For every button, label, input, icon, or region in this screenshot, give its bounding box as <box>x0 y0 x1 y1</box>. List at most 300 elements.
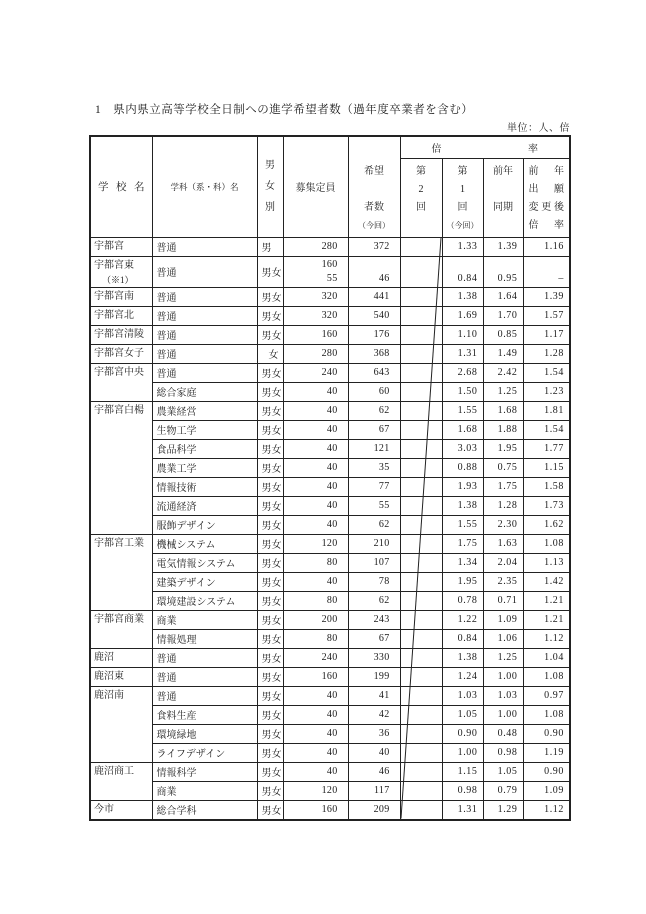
prev-change-ratio-cell: 1.58 <box>523 477 570 496</box>
applicants-cell: 46 <box>348 762 400 781</box>
prev-year-ratio-cell: 1.25 <box>483 382 523 401</box>
round1-ratio-cell: 0.88 <box>442 458 483 477</box>
prev-change-ratio-cell: 1.23 <box>523 382 570 401</box>
round1-ratio-cell: 1.95 <box>442 572 483 591</box>
round1-ratio-cell: 1.24 <box>442 667 483 686</box>
school-name-cell: 鹿沼東 <box>90 667 152 686</box>
table-row <box>90 477 570 496</box>
prev-change-ratio-cell: 1.54 <box>523 420 570 439</box>
gender-cell: 男女 <box>257 705 283 724</box>
prev-change-ratio-cell: 1.19 <box>523 743 570 762</box>
applicants-cell: 62 <box>348 591 400 610</box>
prev-change-ratio-cell: 1.39 <box>523 287 570 306</box>
unit-label: 単位：人、倍 <box>507 123 570 134</box>
applicants-cell: 60 <box>348 382 400 401</box>
round2-ratio-cell <box>400 629 442 648</box>
department-cell: 商業 <box>152 610 257 629</box>
table-row <box>90 686 570 705</box>
prev-year-ratio-cell: 2.30 <box>483 515 523 534</box>
round2-ratio-cell <box>400 667 442 686</box>
school-name-cell: 宇都宮商業 <box>90 610 152 648</box>
applicants-cell: 62 <box>348 401 400 420</box>
school-name-cell: 宇都宮白楊 <box>90 401 152 534</box>
school-name-cell: 宇都宮女子 <box>90 344 152 363</box>
round2-ratio-cell <box>400 534 442 553</box>
applicants-cell: 210 <box>348 534 400 553</box>
header-ratio-group <box>400 136 570 158</box>
table-row <box>90 382 570 401</box>
round2-ratio-cell <box>400 401 442 420</box>
table-row <box>90 743 570 762</box>
header-capacity: 募集定員 <box>283 136 348 237</box>
capacity-cell: 80 <box>283 629 348 648</box>
capacity-cell: 40 <box>283 686 348 705</box>
prev-change-ratio-cell: 1.13 <box>523 553 570 572</box>
gender-cell: 男女 <box>257 686 283 705</box>
header-ratio-left-char: 倍 <box>431 143 442 155</box>
department-cell: 建築デザイン <box>152 572 257 591</box>
prev-change-ratio-cell: 1.28 <box>523 344 570 363</box>
table-row <box>90 800 570 820</box>
round2-ratio-cell <box>400 572 442 591</box>
applicants-cell: 77 <box>348 477 400 496</box>
department-cell: 商業 <box>152 781 257 800</box>
gender-cell: 男女 <box>257 256 283 287</box>
prev-year-ratio-cell: 1.88 <box>483 420 523 439</box>
prev-year-ratio-cell: 0.79 <box>483 781 523 800</box>
prev-change-ratio-cell: 0.90 <box>523 762 570 781</box>
round1-ratio-cell: 1.33 <box>442 237 483 256</box>
round1-ratio-cell: 1.38 <box>442 496 483 515</box>
prev-year-ratio-cell: 1.09 <box>483 610 523 629</box>
table-row <box>90 363 570 382</box>
table-row <box>90 572 570 591</box>
round1-ratio-cell: 0.90 <box>442 724 483 743</box>
gender-cell: 男女 <box>257 287 283 306</box>
capacity-cell: 120 <box>283 534 348 553</box>
prev-year-ratio-cell: 0.98 <box>483 743 523 762</box>
gender-cell: 男女 <box>257 420 283 439</box>
table-row <box>90 256 570 287</box>
school-name-cell: 宇都宮中央 <box>90 363 152 401</box>
prev-change-ratio-cell: – <box>523 256 570 287</box>
capacity-cell: 40 <box>283 477 348 496</box>
gender-cell: 男女 <box>257 458 283 477</box>
applicants-cell: 441 <box>348 287 400 306</box>
prev-change-ratio-cell: 1.17 <box>523 325 570 344</box>
gender-cell: 男女 <box>257 477 283 496</box>
department-cell: 普通 <box>152 344 257 363</box>
table-row <box>90 629 570 648</box>
capacity-cell: 160 55 <box>283 256 348 287</box>
round2-ratio-cell <box>400 648 442 667</box>
department-cell: 普通 <box>152 325 257 344</box>
gender-cell: 男女 <box>257 667 283 686</box>
table-row <box>90 705 570 724</box>
capacity-cell: 40 <box>283 515 348 534</box>
round1-ratio-cell: 1.69 <box>442 306 483 325</box>
round2-ratio-cell <box>400 724 442 743</box>
applicants-cell: 41 <box>348 686 400 705</box>
prev-year-ratio-cell: 1.25 <box>483 648 523 667</box>
prev-change-ratio-cell: 1.15 <box>523 458 570 477</box>
table-row <box>90 237 570 256</box>
table-row <box>90 306 570 325</box>
prev-change-ratio-cell: 1.73 <box>523 496 570 515</box>
department-cell: 食品科学 <box>152 439 257 458</box>
applicants-cell: 78 <box>348 572 400 591</box>
department-cell: 普通 <box>152 287 257 306</box>
prev-year-ratio-cell: 1.05 <box>483 762 523 781</box>
round2-ratio-cell <box>400 287 442 306</box>
applicants-cell: 330 <box>348 648 400 667</box>
round2-ratio-cell <box>400 553 442 572</box>
prev-change-ratio-cell: 1.81 <box>523 401 570 420</box>
prev-year-ratio-cell: 1.28 <box>483 496 523 515</box>
applicants-cell: 176 <box>348 325 400 344</box>
gender-cell: 男女 <box>257 496 283 515</box>
round2-ratio-cell <box>400 439 442 458</box>
prev-year-ratio-cell: 1.49 <box>483 344 523 363</box>
capacity-cell: 320 <box>283 306 348 325</box>
prev-year-ratio-cell: 1.70 <box>483 306 523 325</box>
prev-change-ratio-cell: 1.04 <box>523 648 570 667</box>
capacity-cell: 80 <box>283 591 348 610</box>
department-cell: 機械システム <box>152 534 257 553</box>
round1-ratio-cell: 0.84 <box>442 629 483 648</box>
department-cell: 服飾デザイン <box>152 515 257 534</box>
round2-ratio-cell <box>400 363 442 382</box>
capacity-cell: 40 <box>283 572 348 591</box>
table-row <box>90 344 570 363</box>
gender-cell: 女 <box>257 344 283 363</box>
capacity-cell: 40 <box>283 762 348 781</box>
prev-change-ratio-cell: 1.77 <box>523 439 570 458</box>
header-department-name: 学科（系・科）名 <box>152 136 257 237</box>
applicants-cell: 67 <box>348 629 400 648</box>
applicants-cell: 55 <box>348 496 400 515</box>
gender-cell: 男女 <box>257 382 283 401</box>
round1-ratio-cell: 0.84 <box>442 256 483 287</box>
department-cell: 総合家庭 <box>152 382 257 401</box>
round2-ratio-cell <box>400 686 442 705</box>
page-title: 1 県内県立高等学校全日制への進学希望者数（過年度卒業者を含む） <box>95 104 474 116</box>
table-row <box>90 287 570 306</box>
enrollment-table-sheet <box>89 135 571 821</box>
gender-cell: 男 <box>257 237 283 256</box>
department-cell: 普通 <box>152 363 257 382</box>
department-cell: 情報技術 <box>152 477 257 496</box>
header-prev-year-after-change: 前年 出願 変更後 倍率 <box>523 158 570 237</box>
round1-ratio-cell: 1.31 <box>442 800 483 820</box>
round1-ratio-cell: 1.31 <box>442 344 483 363</box>
table-row <box>90 515 570 534</box>
round2-ratio-cell <box>400 515 442 534</box>
round2-ratio-cell <box>400 781 442 800</box>
gender-cell: 男女 <box>257 724 283 743</box>
gender-cell: 男女 <box>257 572 283 591</box>
prev-change-ratio-cell: 1.21 <box>523 591 570 610</box>
gender-cell: 男女 <box>257 401 283 420</box>
gender-cell: 男女 <box>257 306 283 325</box>
gender-cell: 男女 <box>257 325 283 344</box>
prev-change-ratio-cell: 1.54 <box>523 363 570 382</box>
applicants-cell: 42 <box>348 705 400 724</box>
school-name-cell: 宇都宮 <box>90 237 152 256</box>
prev-year-ratio-cell: 2.42 <box>483 363 523 382</box>
applicants-cell: 368 <box>348 344 400 363</box>
prev-year-ratio-cell: 1.63 <box>483 534 523 553</box>
gender-cell: 男女 <box>257 800 283 820</box>
applicants-cell: 117 <box>348 781 400 800</box>
gender-cell: 男女 <box>257 781 283 800</box>
table-row <box>90 724 570 743</box>
school-name-cell: 鹿沼商工 <box>90 762 152 800</box>
round2-ratio-cell <box>400 344 442 363</box>
gender-cell: 男女 <box>257 762 283 781</box>
table-row <box>90 325 570 344</box>
gender-cell: 男女 <box>257 610 283 629</box>
department-cell: 情報処理 <box>152 629 257 648</box>
department-cell: ライフデザイン <box>152 743 257 762</box>
department-cell: 流通経済 <box>152 496 257 515</box>
capacity-cell: 280 <box>283 344 348 363</box>
department-cell: 普通 <box>152 237 257 256</box>
capacity-cell: 40 <box>283 382 348 401</box>
gender-cell: 男女 <box>257 629 283 648</box>
capacity-cell: 160 <box>283 667 348 686</box>
round1-ratio-cell: 1.68 <box>442 420 483 439</box>
prev-year-ratio-cell: 2.04 <box>483 553 523 572</box>
round2-ratio-cell <box>400 256 442 287</box>
round1-ratio-cell: 1.00 <box>442 743 483 762</box>
school-name-cell: 鹿沼南 <box>90 686 152 762</box>
prev-year-ratio-cell: 1.00 <box>483 667 523 686</box>
department-cell: 環境緑地 <box>152 724 257 743</box>
applicants-cell: 67 <box>348 420 400 439</box>
department-cell: 普通 <box>152 667 257 686</box>
capacity-cell: 240 <box>283 363 348 382</box>
table-row <box>90 591 570 610</box>
header-round2: 第 2 回 <box>400 158 442 237</box>
prev-year-ratio-cell: 0.95 <box>483 256 523 287</box>
prev-year-ratio-cell: 1.06 <box>483 629 523 648</box>
applicants-cell: 372 <box>348 237 400 256</box>
prev-year-ratio-cell: 1.39 <box>483 237 523 256</box>
applicants-cell: 243 <box>348 610 400 629</box>
prev-year-ratio-cell: 0.85 <box>483 325 523 344</box>
round2-ratio-cell <box>400 477 442 496</box>
department-cell: 農業経営 <box>152 401 257 420</box>
gender-cell: 男女 <box>257 363 283 382</box>
prev-change-ratio-cell: 1.08 <box>523 667 570 686</box>
department-cell: 電気情報システム <box>152 553 257 572</box>
table-row <box>90 439 570 458</box>
applicants-cell: 199 <box>348 667 400 686</box>
round2-ratio-cell <box>400 382 442 401</box>
capacity-cell: 240 <box>283 648 348 667</box>
round2-ratio-cell <box>400 458 442 477</box>
round1-ratio-cell: 1.50 <box>442 382 483 401</box>
school-name-cell: 宇都宮工業 <box>90 534 152 610</box>
round1-ratio-cell: 0.78 <box>442 591 483 610</box>
capacity-cell: 80 <box>283 553 348 572</box>
prev-change-ratio-cell: 1.42 <box>523 572 570 591</box>
prev-year-ratio-cell: 0.48 <box>483 724 523 743</box>
prev-change-ratio-cell: 1.16 <box>523 237 570 256</box>
prev-change-ratio-cell: 1.08 <box>523 534 570 553</box>
header-round1: 第 1 回 （今回） <box>442 158 483 237</box>
round2-ratio-cell <box>400 800 442 820</box>
applicants-cell: 35 <box>348 458 400 477</box>
applicants-cell: 36 <box>348 724 400 743</box>
round2-ratio-cell <box>400 610 442 629</box>
capacity-cell: 200 <box>283 610 348 629</box>
table-row <box>90 496 570 515</box>
applicants-cell: 540 <box>348 306 400 325</box>
school-name-cell: 宇都宮北 <box>90 306 152 325</box>
capacity-cell: 280 <box>283 237 348 256</box>
table-row <box>90 401 570 420</box>
applicants-cell: 40 <box>348 743 400 762</box>
applicants-cell: 62 <box>348 515 400 534</box>
round2-ratio-cell <box>400 420 442 439</box>
department-cell: 情報科学 <box>152 762 257 781</box>
applicants-cell: 209 <box>348 800 400 820</box>
capacity-cell: 40 <box>283 496 348 515</box>
table-row <box>90 648 570 667</box>
enrollment-table <box>89 135 571 821</box>
round1-ratio-cell: 1.38 <box>442 648 483 667</box>
round1-ratio-cell: 1.34 <box>442 553 483 572</box>
header-gender: 男 女 別 <box>257 136 283 237</box>
prev-year-ratio-cell: 1.64 <box>483 287 523 306</box>
round2-ratio-cell <box>400 325 442 344</box>
table-row <box>90 420 570 439</box>
round2-ratio-cell <box>400 705 442 724</box>
school-name-cell: 宇都宮南 <box>90 287 152 306</box>
round1-ratio-cell: 2.68 <box>442 363 483 382</box>
round1-ratio-cell: 1.93 <box>442 477 483 496</box>
capacity-cell: 40 <box>283 401 348 420</box>
table-row <box>90 667 570 686</box>
round1-ratio-cell: 1.03 <box>442 686 483 705</box>
prev-change-ratio-cell: 1.21 <box>523 610 570 629</box>
round2-ratio-cell <box>400 591 442 610</box>
round1-ratio-cell: 1.05 <box>442 705 483 724</box>
capacity-cell: 160 <box>283 325 348 344</box>
round2-ratio-cell <box>400 306 442 325</box>
applicants-cell: 107 <box>348 553 400 572</box>
round2-ratio-cell <box>400 237 442 256</box>
prev-change-ratio-cell: 1.09 <box>523 781 570 800</box>
table-row <box>90 781 570 800</box>
applicants-cell: 121 <box>348 439 400 458</box>
prev-change-ratio-cell: 1.57 <box>523 306 570 325</box>
gender-cell: 男女 <box>257 648 283 667</box>
school-name-cell: 鹿沼 <box>90 648 152 667</box>
prev-year-ratio-cell: 1.29 <box>483 800 523 820</box>
capacity-cell: 40 <box>283 420 348 439</box>
capacity-cell: 40 <box>283 705 348 724</box>
round1-ratio-cell: 1.22 <box>442 610 483 629</box>
department-cell: 食料生産 <box>152 705 257 724</box>
round1-ratio-cell: 3.03 <box>442 439 483 458</box>
round1-ratio-cell: 1.15 <box>442 762 483 781</box>
department-cell: 総合学科 <box>152 800 257 820</box>
prev-change-ratio-cell: 0.90 <box>523 724 570 743</box>
prev-year-ratio-cell: 1.03 <box>483 686 523 705</box>
round1-ratio-cell: 1.55 <box>442 515 483 534</box>
gender-cell: 男女 <box>257 439 283 458</box>
table-row <box>90 610 570 629</box>
prev-year-ratio-cell: 1.75 <box>483 477 523 496</box>
applicants-cell: 46 <box>348 256 400 287</box>
round1-ratio-cell: 1.75 <box>442 534 483 553</box>
round1-ratio-cell: 1.38 <box>442 287 483 306</box>
table-row <box>90 762 570 781</box>
prev-change-ratio-cell: 1.12 <box>523 800 570 820</box>
round1-ratio-cell: 1.10 <box>442 325 483 344</box>
table-row <box>90 458 570 477</box>
prev-year-ratio-cell: 1.68 <box>483 401 523 420</box>
school-name-cell: 宇都宮東 （※1） <box>90 256 152 287</box>
gender-cell: 男女 <box>257 743 283 762</box>
department-cell: 普通 <box>152 648 257 667</box>
table-row <box>90 534 570 553</box>
prev-change-ratio-cell: 1.12 <box>523 629 570 648</box>
header-applicants: 希望 者数 （今回） <box>348 136 400 237</box>
gender-cell: 男女 <box>257 515 283 534</box>
prev-year-ratio-cell: 0.75 <box>483 458 523 477</box>
capacity-cell: 120 <box>283 781 348 800</box>
applicants-cell: 643 <box>348 363 400 382</box>
header-ratio-right-char: 率 <box>528 143 538 155</box>
prev-change-ratio-cell: 1.08 <box>523 705 570 724</box>
prev-year-ratio-cell: 1.00 <box>483 705 523 724</box>
school-name-cell: 宇都宮清陵 <box>90 325 152 344</box>
prev-year-ratio-cell: 0.71 <box>483 591 523 610</box>
capacity-cell: 40 <box>283 724 348 743</box>
round2-ratio-cell <box>400 762 442 781</box>
gender-cell: 男女 <box>257 591 283 610</box>
capacity-cell: 160 <box>283 800 348 820</box>
header-prev-year-same-period: 前年 同期 <box>483 158 523 237</box>
department-cell: 普通 <box>152 256 257 287</box>
gender-cell: 男女 <box>257 553 283 572</box>
round1-ratio-cell: 1.55 <box>442 401 483 420</box>
department-cell: 普通 <box>152 686 257 705</box>
capacity-cell: 40 <box>283 458 348 477</box>
prev-year-ratio-cell: 1.95 <box>483 439 523 458</box>
department-cell: 普通 <box>152 306 257 325</box>
capacity-cell: 40 <box>283 439 348 458</box>
school-name-cell: 今市 <box>90 800 152 820</box>
capacity-cell: 40 <box>283 743 348 762</box>
round1-ratio-cell: 0.98 <box>442 781 483 800</box>
prev-year-ratio-cell: 2.35 <box>483 572 523 591</box>
header-school-name: 学校名 <box>90 136 152 237</box>
prev-change-ratio-cell: 0.97 <box>523 686 570 705</box>
prev-change-ratio-cell: 1.62 <box>523 515 570 534</box>
round2-ratio-cell <box>400 496 442 515</box>
round2-ratio-cell <box>400 743 442 762</box>
department-cell: 農業工学 <box>152 458 257 477</box>
department-cell: 環境建設システム <box>152 591 257 610</box>
department-cell: 生物工学 <box>152 420 257 439</box>
table-row <box>90 553 570 572</box>
capacity-cell: 320 <box>283 287 348 306</box>
